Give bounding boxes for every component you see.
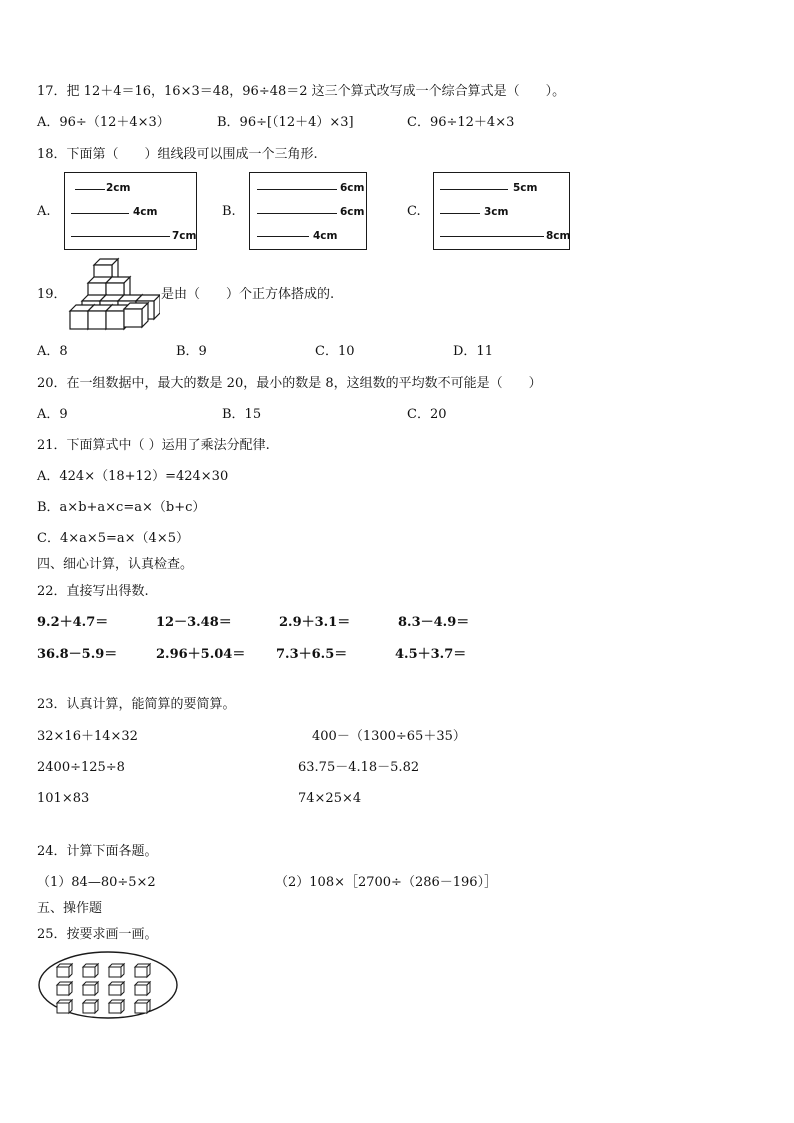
q25-cube-grid — [57, 964, 150, 1013]
q19-stem: 是由（ ）个正方体搭成的. — [161, 287, 335, 302]
q22-stem: 22．直接写出得数. — [37, 584, 149, 599]
small-cube — [57, 964, 72, 977]
q18-a-segment-2 — [71, 213, 129, 214]
small-cube — [57, 1000, 72, 1013]
q23-item: 400－（1300÷65＋35） — [312, 729, 466, 744]
q18-b-segment-2-label: 6cm — [340, 206, 365, 218]
q20-option-a[interactable]: A．9 — [37, 407, 68, 422]
q22-item: 4.5＋3.7＝ — [395, 647, 467, 662]
q25-oval-figure[interactable] — [37, 950, 179, 1020]
q18-letter-a[interactable]: A. — [37, 204, 51, 219]
q18-b-segment-1-label: 6cm — [340, 182, 365, 194]
q23-item: 32×16＋14×32 — [37, 729, 138, 744]
q18-c-segment-1-label: 5cm — [513, 182, 538, 194]
q18-letter-b[interactable]: B. — [222, 204, 236, 219]
q18-b-segment-1 — [257, 189, 337, 190]
small-cube — [109, 1000, 124, 1013]
q25-stem: 25．按要求画一画。 — [37, 927, 158, 942]
small-cube — [135, 982, 150, 995]
q18-a-segment-1-label: 2cm — [106, 182, 131, 194]
small-cube — [109, 982, 124, 995]
q18-c-segment-3 — [440, 236, 544, 237]
q18-c-segment-1 — [440, 189, 508, 190]
q18-a-segment-3 — [71, 236, 170, 237]
q22-item: 8.3－4.9＝ — [398, 615, 470, 630]
q22-item: 2.9＋3.1＝ — [279, 615, 351, 630]
section-5-heading: 五、操作题 — [37, 901, 103, 916]
q19-cube-stack-figure — [64, 255, 160, 331]
q18-figure-c[interactable] — [433, 172, 570, 250]
q22-item: 7.3＋6.5＝ — [276, 647, 348, 662]
q18-b-segment-3 — [257, 236, 309, 237]
q20-option-c[interactable]: C．20 — [407, 407, 447, 422]
q22-item: 12－3.48＝ — [156, 615, 232, 630]
q18-letter-c[interactable]: C. — [407, 204, 421, 219]
q24-item-1: （1）84—80÷5×2 — [37, 875, 156, 890]
q21-option-a[interactable]: A．424×（18+12）=424×30 — [37, 469, 229, 484]
q19-option-c[interactable]: C．10 — [315, 344, 355, 359]
q23-stem: 23．认真计算，能简算的要简算。 — [37, 697, 236, 712]
q18-stem: 18．下面第（ ）组线段可以围成一个三角形. — [37, 147, 318, 162]
q20-stem: 20．在一组数据中，最大的数是 20，最小的数是 8，这组数的平均数不可能是（ ） — [37, 376, 542, 391]
q18-a-segment-3-label: 7cm — [172, 230, 197, 242]
q18-b-segment-3-label: 4cm — [313, 230, 338, 242]
q21-stem: 21．下面算式中（ ）运用了乘法分配律. — [37, 438, 270, 453]
small-cube — [83, 964, 98, 977]
q19-option-a[interactable]: A．8 — [37, 344, 68, 359]
q18-c-segment-3-label: 8cm — [546, 230, 571, 242]
q17-stem: 17．把 12＋4＝16，16×3＝48，96÷48＝2 这三个算式改写成一个综合算式是（ ）。 — [37, 84, 566, 99]
small-cube — [83, 1000, 98, 1013]
q23-item: 63.75－4.18－5.82 — [298, 760, 420, 775]
q19-number: 19． — [37, 287, 67, 302]
q17-option-b[interactable]: B．96÷[（12＋4）×3] — [217, 115, 354, 130]
q22-item: 2.96＋5.04＝ — [156, 647, 246, 662]
q24-item-2: （2）108×［2700÷（286－196）］ — [275, 875, 498, 890]
small-cube — [83, 982, 98, 995]
q18-c-segment-2-label: 3cm — [484, 206, 509, 218]
q18-a-segment-1 — [75, 189, 105, 190]
small-cube — [57, 982, 72, 995]
q20-option-b[interactable]: B．15 — [222, 407, 262, 422]
q18-figure-a[interactable] — [64, 172, 197, 250]
q21-option-b[interactable]: B．a×b+a×c=a×（b+c） — [37, 500, 206, 515]
q18-a-segment-2-label: 4cm — [133, 206, 158, 218]
q18-figure-b[interactable] — [249, 172, 367, 250]
q19-option-d[interactable]: D．11 — [453, 344, 493, 359]
small-cube — [135, 1000, 150, 1013]
q18-b-segment-2 — [257, 213, 337, 214]
q21-option-c[interactable]: C．4×a×5=a×（4×5） — [37, 531, 189, 546]
q23-item: 74×25×4 — [298, 791, 362, 806]
small-cube — [109, 964, 124, 977]
q23-item: 101×83 — [37, 791, 90, 806]
q23-item: 2400÷125÷8 — [37, 760, 125, 775]
q18-c-segment-2 — [440, 213, 480, 214]
q19-option-b[interactable]: B．9 — [176, 344, 207, 359]
q22-item: 9.2＋4.7＝ — [37, 615, 109, 630]
q22-item: 36.8－5.9＝ — [37, 647, 118, 662]
q17-option-c[interactable]: C．96÷12＋4×3 — [407, 115, 515, 130]
q24-stem: 24．计算下面各题。 — [37, 844, 158, 859]
small-cube — [135, 964, 150, 977]
section-4-heading: 四、细心计算，认真检查。 — [37, 557, 194, 572]
q17-option-a[interactable]: A．96÷（12＋4×3） — [37, 115, 170, 130]
